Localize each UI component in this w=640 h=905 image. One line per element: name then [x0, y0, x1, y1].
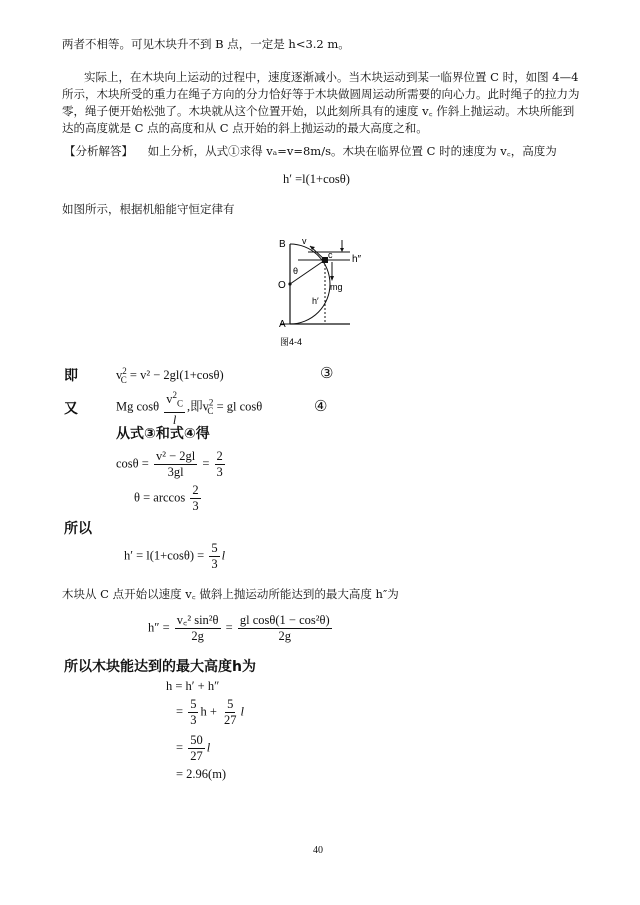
- eq-cos: cosθ = $\frac{\text{v² − 2gl}}{3gl}$ = $\frac{2}{3}$: [116, 449, 223, 479]
- label-theta: θ: [293, 266, 299, 276]
- paragraph-2: 实际上，在木块向上运动的过程中，速度逐渐减小。当木块运动到某一临界位置 C 时，如图 4—4 所示，木块所受的重力在绳子方向的分力恰好等于木块做圆周运动所需要的向心力。此时绳子的拉力为零，绳子便开始松弛了。木块就从这个位置开始，以此刻所具有的速度 v꜀ 作斜上抛运动。木块所能到达的高度就是 C 点的高度和从 C 点开始的斜上抛运动的最大高度之和。: [62, 70, 580, 135]
- paragraph-1: 两者不相等。可见木块升不到 B 点，一定是 h<3.2 m。: [62, 37, 350, 51]
- eq-h-prime-result: h′ = l(1+cosθ) = $\frac{5}{3}$ l: [124, 541, 226, 571]
- label-O: O: [278, 280, 286, 291]
- label-mg: mg: [330, 282, 343, 292]
- label-A: A: [279, 319, 286, 330]
- eq-theta: θ = arccos $\frac{2}{3}$: [134, 483, 199, 513]
- sum-line-3: = $\frac{50}{27}$ l: [176, 733, 211, 763]
- eq-3-number: ③: [320, 366, 334, 382]
- circle-arc: [290, 244, 330, 324]
- label-hp: h′: [312, 296, 319, 306]
- sum-line-4: = 2.96(m): [176, 767, 227, 781]
- sum-line-1: h = h′ + h″: [166, 679, 220, 693]
- ji-label: 即: [64, 368, 78, 384]
- label-h2: h″: [352, 254, 362, 265]
- energy-text: 如图所示，根据机船能守恒定律有: [62, 202, 235, 216]
- launch-text: 木块从 C 点开始以速度 v꜀ 做斜上抛运动所能达到的最大高度 h″为: [62, 587, 399, 601]
- eq-h-prime: h′ =l(1+cosθ): [283, 172, 350, 186]
- label-c: c: [328, 250, 333, 260]
- figure-4-4: [270, 232, 385, 350]
- page-number: 40: [313, 845, 323, 856]
- analysis-line: [64, 143, 557, 160]
- center-o: [288, 282, 291, 285]
- figure-caption: 图4-4: [280, 337, 303, 347]
- eq-4-number: ④: [314, 399, 328, 415]
- sum-line-2: = $\frac{5}{3}$ h + $\frac{5}{27}$ l: [176, 697, 244, 727]
- eq-3: $v^2_C = v^2 - 2gl(1+\cos\theta)$: [116, 366, 224, 385]
- eq-h-double-prime: h″ = $\frac{\text{v꜀² sin²θ}}{2g}$ = $\frac{\text{gl cosθ(1 − cos²θ)}}{2g}$: [148, 613, 330, 643]
- you-label: 又: [64, 401, 78, 417]
- max-height-text: 所以木块能达到的最大高度h为: [64, 659, 256, 675]
- mg-arrowhead: [330, 276, 334, 281]
- combine-text: 从式③和式④得: [116, 426, 210, 442]
- label-B: B: [279, 239, 286, 250]
- analysis-text: 如上分析，从式①求得 vₐ=v=8m/s。木块在临界位置 C 时的速度为 v꜀，高度为: [147, 144, 557, 158]
- suoyi-label: 所以: [64, 521, 92, 537]
- hpp-arrowhead: [340, 248, 344, 252]
- label-v: v: [302, 236, 307, 246]
- analysis-label: 【分析解答】: [64, 144, 133, 158]
- eq-4: Mg cosθ $\frac{v^2_C}{l}$ ,即$v^2_C$ = gl cosθ: [116, 390, 263, 427]
